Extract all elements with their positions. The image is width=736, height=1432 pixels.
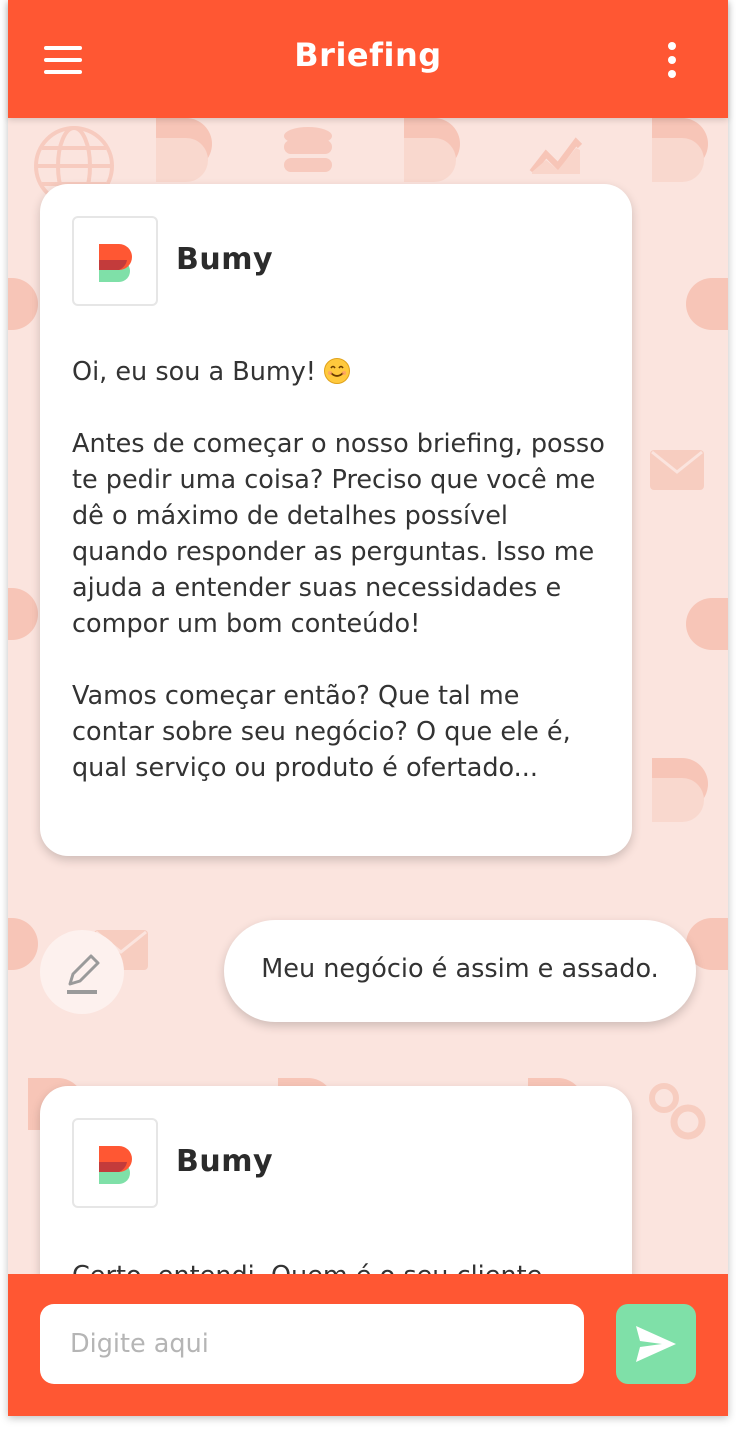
more-vertical-icon[interactable] — [658, 42, 686, 78]
phone-screen — [8, 0, 728, 1416]
message-input[interactable] — [40, 1304, 584, 1384]
app-header — [8, 0, 728, 118]
bot-name: Bumy — [176, 1144, 274, 1179]
send-icon — [636, 1326, 676, 1362]
message-paragraph: Oi, eu sou a Bumy! — [72, 357, 317, 387]
bot-name: Bumy — [176, 242, 274, 277]
send-button[interactable] — [616, 1304, 696, 1384]
user-message-text: Meu negócio é assim e assado. — [261, 954, 659, 984]
chat-area[interactable] — [8, 118, 728, 1274]
bot-message-card — [40, 184, 632, 856]
pencil-icon — [40, 930, 124, 1014]
bot-message-text — [72, 354, 608, 822]
edit-message-button[interactable] — [40, 930, 124, 1014]
message-paragraph: Antes de começar o nosso briefing, posso te pedir uma coisa? Preciso que você me dê o máximo de detalhes possível quando responder as perguntas. Isso me ajuda a entender suas necessidades e compor um bom conteúdo! — [72, 429, 605, 639]
bumy-logo-icon — [72, 1118, 158, 1208]
message-paragraph: Vamos começar então? Que tal me contar sobre seu negócio? O que ele é, qual serviço ou produto é ofertado... — [72, 681, 571, 783]
user-message-bubble — [224, 920, 696, 1022]
bumy-logo-icon — [72, 216, 158, 306]
smile-emoji-icon — [324, 358, 350, 384]
input-bar — [8, 1274, 728, 1416]
page-title: Briefing — [294, 36, 442, 74]
